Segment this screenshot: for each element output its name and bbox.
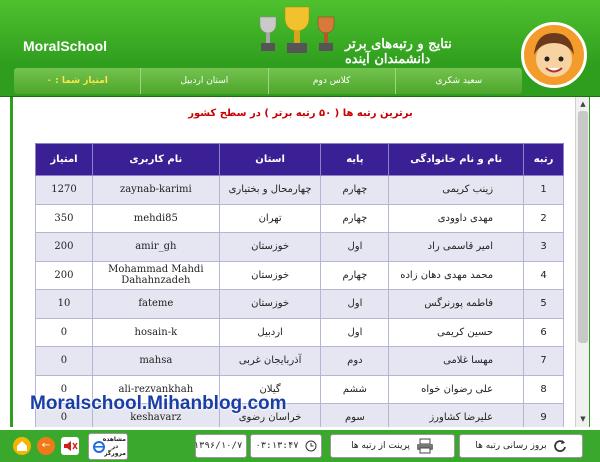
- internet-explorer-icon: [92, 441, 106, 453]
- cell-rank: 3: [524, 233, 564, 262]
- cell-grade: ششم: [321, 375, 389, 404]
- page-heading: برترین رتبه ها ( ۵۰ رتبه برتر ) در سطح کشور: [188, 108, 413, 119]
- column-full-name: نام و نام خانوادگی: [389, 144, 524, 176]
- clock-text: ۰۳:۱۳:۴۷: [255, 441, 299, 451]
- home-icon[interactable]: [13, 437, 31, 455]
- table-row: [36, 261, 564, 290]
- cell-grade: اول: [321, 318, 389, 347]
- cell-grade: سوم: [321, 404, 389, 428]
- cell-province: خوزستان: [219, 233, 321, 262]
- cell-full-name: زینب کریمی: [389, 176, 524, 205]
- cell-province: خراسان رضوی: [219, 404, 321, 428]
- cell-province: تهران: [219, 204, 321, 233]
- cell-username: keshavarz: [92, 404, 219, 428]
- cell-score: 350: [36, 204, 93, 233]
- avatar-face-icon: [524, 25, 584, 85]
- user-info-bar: [14, 68, 522, 94]
- cell-score: 0: [36, 375, 93, 404]
- cell-province: اردبیل: [219, 318, 321, 347]
- column-username: نام کاربری: [92, 144, 219, 176]
- scroll-thumb[interactable]: [578, 111, 588, 343]
- date-display: [195, 434, 247, 458]
- footer-toolbar: [0, 430, 600, 462]
- cell-score: 200: [36, 233, 93, 262]
- table-row: [36, 233, 564, 262]
- cell-grade: اول: [321, 290, 389, 319]
- clock-display: [250, 434, 322, 458]
- cell-full-name: امیر قاسمی راد: [389, 233, 524, 262]
- ranking-panel: [13, 97, 588, 427]
- cell-full-name: حسین کریمی: [389, 318, 524, 347]
- print-ranks-button[interactable]: [330, 434, 455, 458]
- clock-icon: [305, 440, 317, 452]
- printer-icon: [416, 438, 434, 454]
- cell-province: خوزستان: [219, 261, 321, 290]
- cell-full-name: علیرضا کشاورز: [389, 404, 524, 428]
- cell-username: amir_gh: [92, 233, 219, 262]
- table-row: [36, 204, 564, 233]
- speaker-mute-icon[interactable]: [61, 437, 79, 455]
- cell-rank: 6: [524, 318, 564, 347]
- cell-full-name: فاطمه پورنرگس: [389, 290, 524, 319]
- cell-full-name: محمد مهدی دهان زاده: [389, 261, 524, 290]
- cell-username: fateme: [92, 290, 219, 319]
- cell-score: 0: [36, 318, 93, 347]
- cell-score: 0: [36, 347, 93, 376]
- column-score: امتیاز: [36, 144, 93, 176]
- watermark-text: Moralschool.Mihanblog.com: [30, 393, 287, 414]
- vertical-scrollbar[interactable]: [575, 97, 589, 427]
- cell-grade: چهارم: [321, 176, 389, 205]
- cell-rank: 7: [524, 347, 564, 376]
- date-text: ۱۳۹۶/۱۰/۷: [193, 441, 243, 451]
- cell-username: ali-rezvankhah: [92, 375, 219, 404]
- cell-grade: چهارم: [321, 204, 389, 233]
- table-row: [36, 176, 564, 205]
- table-row: [36, 318, 564, 347]
- cell-username: Mohammad Mahdi Dahahnzadeh: [92, 261, 219, 290]
- print-ranks-label: پرینت از رتبه ها: [351, 441, 410, 451]
- refresh-icon: [553, 439, 567, 453]
- cell-rank: 4: [524, 261, 564, 290]
- open-in-browser-button[interactable]: [88, 433, 128, 460]
- nav-province: استان اردبیل: [140, 68, 267, 94]
- cell-username: mahsa: [92, 347, 219, 376]
- cell-score: 200: [36, 261, 93, 290]
- cell-province: چهارمحال و بختیاری: [219, 176, 321, 205]
- cell-username: hosain-k: [92, 318, 219, 347]
- column-rank: رتبه: [524, 144, 564, 176]
- scroll-down-arrow-icon[interactable]: ▼: [580, 415, 586, 423]
- cell-full-name: مهسا غلامی: [389, 347, 524, 376]
- nav-user-name: سعید شکری: [395, 68, 522, 94]
- cell-score: 1270: [36, 176, 93, 205]
- cell-rank: 9: [524, 404, 564, 428]
- brand-logo: MoralSchool: [23, 38, 108, 54]
- header: [0, 0, 600, 97]
- cell-username: zaynab-karimi: [92, 176, 219, 205]
- column-province: استان: [219, 144, 321, 176]
- cell-grade: اول: [321, 233, 389, 262]
- nav-score: امتیاز شما : ۰: [46, 76, 108, 86]
- user-avatar: [521, 22, 587, 88]
- column-grade: پایه: [321, 144, 389, 176]
- cell-username: mehdi85: [92, 204, 219, 233]
- cell-grade: دوم: [321, 347, 389, 376]
- cell-score: 10: [36, 290, 93, 319]
- cell-grade: چهارم: [321, 261, 389, 290]
- cell-rank: 5: [524, 290, 564, 319]
- open-in-browser-label: مشاهده در مرورگر: [102, 436, 126, 457]
- cell-province: خوزستان: [219, 290, 321, 319]
- site-title: نتایج و رتبه‌های برتر دانشمندان آینده: [345, 37, 452, 67]
- cell-full-name: علی رضوان خواه: [389, 375, 524, 404]
- cell-rank: 8: [524, 375, 564, 404]
- update-ranks-label: بروز رسانی رتبه ها: [475, 441, 547, 451]
- table-row: [36, 347, 564, 376]
- cell-rank: 1: [524, 176, 564, 205]
- cell-score: 0: [36, 404, 93, 428]
- table-row: [36, 290, 564, 319]
- cell-province: آذربایجان غربی: [219, 347, 321, 376]
- ranking-table: [35, 143, 564, 427]
- table-header-row: [36, 144, 564, 176]
- scroll-up-arrow-icon[interactable]: ▲: [580, 100, 586, 108]
- cell-province: گیلان: [219, 375, 321, 404]
- cell-full-name: مهدی داوودی: [389, 204, 524, 233]
- back-arrow-icon[interactable]: ←: [37, 437, 55, 455]
- trophies-icon: [252, 5, 342, 63]
- update-ranks-button[interactable]: [459, 434, 583, 458]
- nav-class: کلاس دوم: [268, 68, 395, 94]
- cell-rank: 2: [524, 204, 564, 233]
